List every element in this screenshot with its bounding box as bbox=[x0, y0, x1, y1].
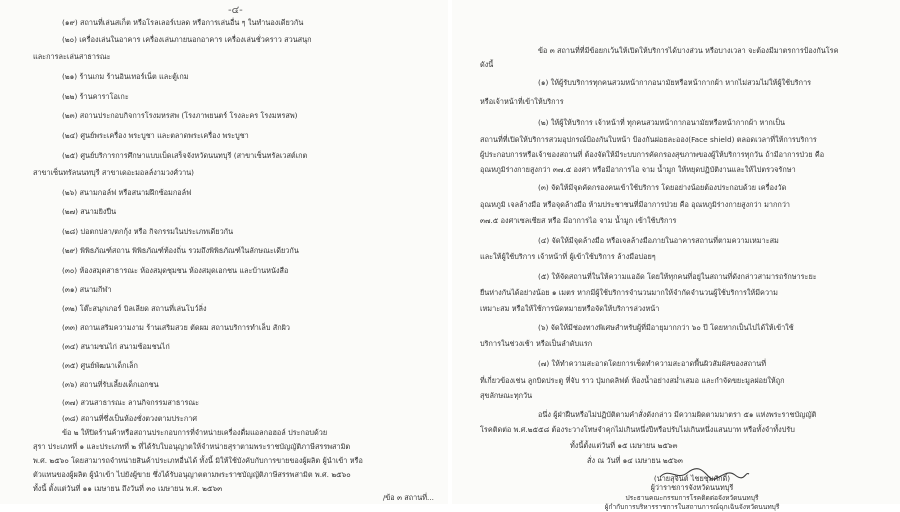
list-item: (๒๖) สนามกอล์ฟ หรือสนามฝึกซ้อมกอล์ฟ bbox=[62, 188, 192, 197]
list-item: (๒๓) สถานประกอบกิจการโรงมหรสพ (โรงภาพยนตร์ โรงละคร โรงมหรสพ) bbox=[62, 111, 298, 120]
list-item: สาขาเซ็นทรัลนนทบุรี สาขาเดอะมอลล์งามวงศ์วาน) bbox=[33, 168, 195, 177]
clause-item-line: (๓) จัดให้มีจุดคัดกรองคนเข้าใช้บริการ โดยอย่างน้อยต้องประกอบด้วย เครื่องวัด bbox=[538, 183, 787, 192]
clause-item-line: ยืนห่างกันได้อย่างน้อย ๑ เมตร หากมีผู้ใช้บริการจำนวนมากให้จำกัดจำนวนผู้ใช้บริการให้มีความ bbox=[480, 288, 778, 297]
list-item: (๓๗) สวนสาธารณะ ลานกิจกรรมสาธารณะ bbox=[62, 398, 200, 407]
signer-title: ผู้กำกับการบริหารราชการในสถานการณ์ฉุกเฉินจังหวัดนนทบุรี bbox=[604, 503, 780, 511]
clause-item-line: ที่เกี่ยวข้องเช่น ลูกบิดประตู ที่จับ ราว ปุ่มกดลิฟต์ ห้องน้ำอย่างสม่ำเสมอ และกำจัดขยะมูลฝอยให้ถูก bbox=[480, 376, 785, 385]
list-item: (๑๙) สถานที่เล่นสเก็ต หรือโรลเลอร์เบลด หรือการเล่นอื่น ๆ ในทำนองเดียวกัน bbox=[62, 18, 304, 27]
clause-item-line: (๖) จัดให้มีช่องทางพิเศษสำหรับผู้ที่มีอายุมากกว่า ๖๐ ปี โดยหากเป็นไปได้ให้เข้าใช้ bbox=[538, 323, 794, 332]
penalty-line: อนึ่ง ผู้ฝ่าฝืนหรือไม่ปฏิบัติตามคำสั่งดังกล่าว มีความผิดตามมาตรา ๕๑ แห่งพระราชบัญญัติ bbox=[538, 410, 817, 419]
page-number: -๔- bbox=[228, 5, 243, 16]
clause-item-line: (๔) จัดให้มีจุดล้างมือ หรือเจลล้างมือภายในอาคารสถานที่ตามความเหมาะสม bbox=[538, 236, 779, 245]
clause-line: สุรา ประเภทที่ ๑ และประเภทที่ ๒ ที่ได้รับใบอนุญาตให้จำหน่ายสุราตามพระราชบัญญัติภาษีสรรพสามิต bbox=[33, 442, 351, 451]
clause-item-line: ผู้ประกอบการหรือเจ้าของสถานที่ ต้องจัดให้มีระบบการคัดกรองสุขภาพของผู้ให้บริการทุกวัน ถ้ามีอาการป่วย คือ bbox=[480, 150, 825, 159]
clause-item-line: (๑) ให้ผู้รับบริการทุกคนสวมหน้ากากอนามัยหรือหน้ากากผ้า หากไม่สวมไม่ให้ผู้ใช้บริการ bbox=[538, 78, 812, 87]
clause-item-line: และให้ผู้ใช้บริการ เจ้าหน้าที่ ผู้เข้าใช้บริการ ล้างมือบ่อยๆ bbox=[480, 252, 656, 261]
clause-item-line: (๗) ให้ทำความสะอาดโดยการเช็ดทำความสะอาดพื้นผิวสัมผัสของสถานที่ bbox=[538, 359, 767, 368]
clause-item-line: อุณหภูมิร่างกายสูงกว่า ๓๗.๕ องศา หรือมีอาการไอ จาม น้ำมูก ให้หยุดปฏิบัติงานและให้ไปตรวจรักษา bbox=[480, 165, 796, 174]
clause-line: ทั้งนี้ ตั้งแต่วันที่ ๑๑ เมษายน ถึงวันที่ ๓๐ เมษายน พ.ศ. ๒๕๖๓ bbox=[33, 484, 223, 493]
clause-line: ตัวแทนของผู้ผลิต ผู้นำเข้า ไปยังผู้ขาย ซึ่งได้รับอนุญาตตามพระราชบัญญัติภาษีสรรพสามิต พ.ศ. ๒๕๖๐ bbox=[33, 470, 351, 479]
list-item: (๒๐) เครื่องเล่นในอาคาร เครื่องเล่นภายนอกอาคาร เครื่องเล่นชั่วคราว สวนสนุก bbox=[62, 35, 312, 44]
clause-item-line: (๒) ให้ผู้ให้บริการ เจ้าหน้าที่ ทุกคนสวมหน้ากากอนามัยหรือหน้ากากผ้า หากเป็น bbox=[538, 118, 785, 127]
clause-item-line: (๕) ให้จัดสถานที่ในให้ความแออัด โดยให้ทุกคนที่อยู่ในสถานที่ดังกล่าวสามารถรักษาระยะ bbox=[538, 272, 817, 281]
clause-item-line: หรือเจ้าหน้าที่เข้าให้บริการ bbox=[480, 97, 564, 106]
list-item: และการละเล่นสาธารณะ bbox=[33, 52, 111, 61]
signer-title: ผู้ว่าราชการจังหวัดนนทบุรี bbox=[650, 483, 734, 492]
list-item: (๓๖) สถานที่รับเลี้ยงเด็กเอกชน bbox=[62, 380, 159, 389]
penalty-line: โรคติดต่อ พ.ศ.๒๕๕๘ ต้องระวางโทษจำคุกไม่เกินหนึ่งปีหรือปรับไม่เกินหนึ่งแสนบาท หรือทั้งจำทั้งปรับ bbox=[480, 425, 795, 434]
signer-title: ประธานคณะกรรมการโรคติดต่อจังหวัดนนทบุรี bbox=[625, 494, 759, 502]
list-item: (๒๘) บ่อตกปลา/ตกกุ้ง หรือ กิจกรรมในประเภทเดียวกัน bbox=[62, 227, 234, 236]
right-page bbox=[452, 0, 900, 511]
signer-name: (นายสุจินต์ ไชยชุมศักดิ์) bbox=[653, 474, 731, 483]
list-item: (๓๕) ศูนย์พัฒนาเด็กเล็ก bbox=[62, 361, 138, 370]
list-item: (๒๙) พิพิธภัณฑ์สถาน พิพิธภัณฑ์ท้องถิ่น รวมถึงพิพิธภัณฑ์ในลักษณะเดียวกัน bbox=[62, 246, 299, 255]
list-item: (๓๑) สนามกีฬา bbox=[62, 285, 112, 294]
list-item: (๒๑) ร้านเกม ร้านอินเทอร์เน็ต และตู้เกม bbox=[62, 72, 189, 81]
clause-item-line: สถานที่ที่เปิดให้บริการสวมอุปกรณ์ป้องกันใบหน้า ป้องกันฝอยละออง(Face shield) ตลอดเวลาที่ให้การบริการ bbox=[480, 135, 817, 144]
list-item: (๓๓) สถานเสริมความงาม ร้านเสริมสวย ตัดผม สถานบริการทำเล็บ สักผิว bbox=[62, 323, 291, 332]
list-item: (๒๗) สนามยิงปืน bbox=[62, 207, 117, 216]
clause-3-intro: ดังนี้ bbox=[480, 60, 494, 69]
left-page bbox=[0, 0, 448, 504]
order-date: สั่ง ณ วันที่ ๑๔ เมษายน ๒๕๖๓ bbox=[587, 456, 683, 465]
clause-item-line: เหมาะสม หรือให้ใช้การนัดหมายหรือจัดให้บริการล่วงหน้า bbox=[480, 304, 660, 313]
list-item: (๒๕) ศูนย์บริการการศึกษาแบบเบ็ดเสร็จจังหวัดนนทบุรี (สาขาเซ็นทรัลเวสต์เกต bbox=[62, 151, 308, 160]
list-item: (๓๘) สถานที่ซึ่งเป็นห้องชั่งตวงตามประกาศ bbox=[62, 414, 197, 423]
clause-line: พ.ศ. ๒๕๖๐ โดยสามารถจำหน่ายสินค้าประเภทอื่นได้ ทั้งนี้ มิให้ใช้บังคับกับการขายของผู้ผลิต ผู้นำเข้า หรือ bbox=[33, 456, 363, 465]
continuation-note: /ข้อ ๓ สถานที่... bbox=[382, 493, 434, 502]
clause-3-intro: ข้อ ๓ สถานที่ที่มีข้อยกเว้นให้เปิดให้บริการได้บางส่วน หรือบางเวลา จะต้องมีมาตรการป้องกันโรค bbox=[538, 46, 839, 55]
clause-item-line: สุขลักษณะทุกวัน bbox=[480, 391, 533, 400]
list-item: (๓๔) สนามชนไก่ สนามซ้อมชนไก่ bbox=[62, 342, 170, 351]
clause-item-line: อุณหภูมิ เจลล้างมือ หรือจุดล้างมือ ห้ามประชาชนที่มีอาการป่วย คือ อุณหภูมิร่างกายสูงกว่า มากกว่า bbox=[480, 200, 791, 209]
clause-item-line: ๓๗.๕ องศาเซลเซียส หรือ มีอาการไอ จาม น้ำมูก เข้าใช้บริการ bbox=[480, 216, 677, 225]
clause-line: ข้อ ๒ ให้ปิดร้านค้าหรือสถานประกอบการที่จำหน่ายเครื่องดื่มแอลกอฮอล์ ประกอบด้วย bbox=[62, 428, 328, 437]
list-item: (๒๒) ร้านคาราโอเกะ bbox=[62, 92, 129, 101]
clause-item-line: บริการในช่วงเช้า หรือเป็นลำดับแรก bbox=[480, 339, 593, 348]
list-item: (๓๐) ห้องสมุดสาธารณะ ห้องสมุดชุมชน ห้องสมุดเอกชน และบ้านหนังสือ bbox=[62, 266, 289, 275]
list-item: (๓๒) โต๊ะสนุกเกอร์ บิลเลียด สถานที่เล่นโบว์ลิ่ง bbox=[62, 304, 207, 313]
list-item: (๒๔) ศูนย์พระเครื่อง พระบูชา และตลาดพระเครื่อง พระบูชา bbox=[62, 131, 249, 140]
effective-date: ทั้งนี้ตั้งแต่วันที่ ๑๕ เมษายน ๒๕๖๓ bbox=[570, 441, 678, 450]
